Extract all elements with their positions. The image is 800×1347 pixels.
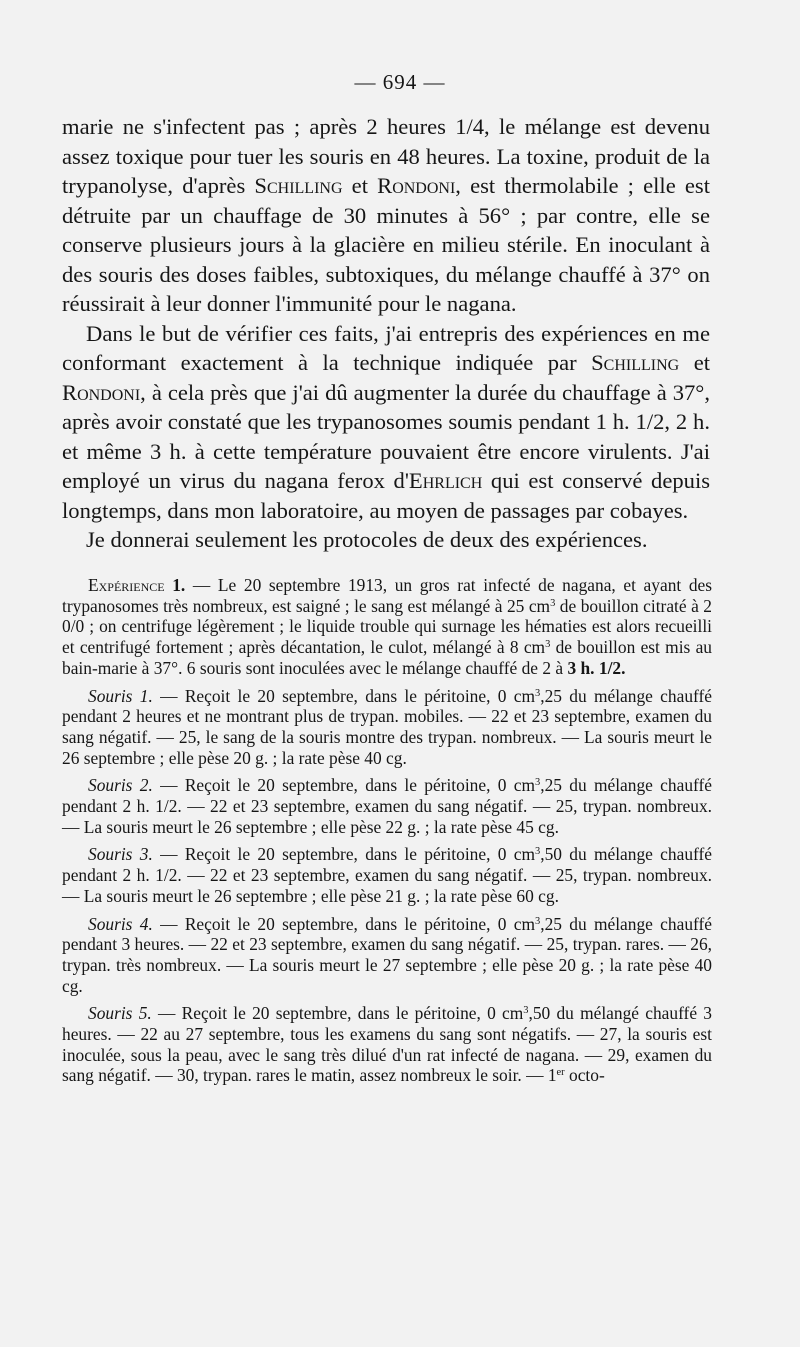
text-run: 3 (535, 777, 541, 789)
paragraph-1 (62, 112, 710, 319)
text-run: Ehrlich (408, 468, 483, 493)
paragraph-2 (62, 319, 710, 526)
text-run: ,25 du mélange chauffé pendant 2 h. 1/2. — 22 et 23 septembre, examen du sang négatif. — 25, trypan. nombreux. — La souris meurt le 26 septembre ; elle pèse 22 g. ; la rate pèse 45 cg. (62, 775, 713, 837)
text-run: Rondoni (62, 379, 141, 405)
text-run: , à cela près que j'ai dû augmenter la durée du chauffage à 37°, après avoir constaté que les trypanosomes soumis pendant 1 h. 1/2, 2 h. et même 3 h. à cette température pouvaient être encore virulents. J'ai employé un virus du nagana ferox d' (62, 379, 710, 493)
text-run: — Reçoit le 20 septembre, dans le péritoine, 0 cm (152, 685, 535, 706)
protocol-paragraph-3 (62, 775, 712, 837)
text-run: — Reçoit le 20 septembre, dans le péritoine, 0 cm (152, 913, 535, 934)
protocol-paragraph-2 (62, 686, 712, 769)
text-run: — Le 20 septembre 1913, un gros rat infecté de nagana, et ayant des trypanosomes très nombreux, est saigné ; le sang est mélangé à 25 cm (62, 575, 713, 616)
text-run: 3 (523, 1005, 529, 1017)
text-run: ,25 du mélange chauffé pendant 2 heures et ne montrant plus de trypan. mobiles. — 22 et 23 septembre, examen du sang négatif. — 25, le sang de la souris montre des trypan. nombreux. — La souris meurt le 26 septembre ; elle pèse 20 g. ; la rate pèse 40 cg. (62, 685, 713, 768)
text-run: 3 (535, 687, 541, 699)
text-run: de bouillon citraté à 2 0/0 ; on centrifuge légèrement ; le liquide trouble qui surnage les hématies est alors recueilli et centrifugé fortement ; après décantation, le culot, mélangé à 8 cm (62, 595, 713, 658)
text-run: er (556, 1067, 565, 1079)
text-run: 3 (535, 846, 541, 858)
text-run: — Reçoit le 20 septembre, dans le péritoine, 0 cm (152, 844, 535, 865)
text-run: marie ne s'infectent pas ; après 2 heures 1/4, le mélange est devenu assez toxique pour tuer les souris en 48 heures. La toxine, produit de la trypanolyse, d'après (62, 114, 710, 198)
text-run: et (679, 350, 710, 375)
text-run: ,25 du mélange chauffé pendant 3 heures. — 22 et 23 septembre, examen du sang négatif. — 25, trypan. rares. — 26, trypan. très nombreux. — La souris meurt le 27 septembre ; elle pèse 20 g. ; la rate pèse 40 cg. (62, 913, 713, 996)
text-run: Rondoni (377, 173, 456, 198)
text-run: de bouillon est mis au bain-marie à 37°. 6 souris sont inoculées avec le mélange chauffé de 2 à (62, 637, 713, 678)
text-run: Souris 1. (88, 685, 153, 706)
text-run: ,50 du mélange chauffé pendant 2 h. 1/2. — 22 et 23 septembre, examen du sang négatif. — 25, trypan. nombreux. — La souris meurt le 26 septembre ; elle pèse 21 g. ; la rate pèse 60 cg. (62, 844, 713, 906)
text-run: 1. (164, 575, 186, 595)
protocol-paragraph-5 (62, 914, 712, 997)
text-run: et (342, 173, 378, 198)
paragraph-3 (62, 525, 710, 555)
text-run: — Reçoit le 20 septembre, dans le péritoine, 0 cm (152, 775, 535, 796)
text-run: qui est conservé depuis longtemps, dans mon laboratoire, au moyen de passages par cobayes. (62, 468, 711, 523)
text-run: 3 (535, 915, 541, 927)
text-run: Souris 3. (88, 844, 153, 865)
text-run: ,50 du mélangé chauffé 3 heures. — 22 au 27 septembre, tous les examens du sang sont négatifs. — 27, la souris est inoculée, sous la peau, avec le sang très dilué d'un rat infecté de nagana. — 29, examen du sang négatif. — 30, trypan. rares le matin, assez nombreux le soir. — 1 (62, 1003, 713, 1086)
text-run: Expérience (88, 575, 165, 595)
text-run: Je donnerai seulement les protocoles de deux des expériences. (86, 527, 648, 552)
text-run: 3 (545, 638, 551, 650)
experiment-protocol (62, 575, 712, 1093)
page-number: — 694 — (354, 70, 446, 94)
text-run: Souris 4. (88, 913, 153, 934)
text-run: Schilling (254, 173, 343, 198)
text-run: Schilling (591, 350, 680, 375)
protocol-paragraph-6 (62, 1003, 712, 1086)
main-text (62, 112, 710, 555)
text-run: 3 h. 1/2. (567, 657, 626, 678)
text-run: octo- (564, 1065, 605, 1086)
text-run: Souris 2. (88, 775, 153, 796)
text-run: — Reçoit le 20 septembre, dans le péritoine, 0 cm (151, 1003, 524, 1024)
text-run: Dans le but de vérifier ces faits, j'ai entrepris des expériences en me conformant exactement à la technique indiquée par (62, 320, 710, 375)
text-run: Souris 5. (88, 1003, 152, 1024)
protocol-paragraph-1 (62, 575, 712, 679)
protocol-paragraph-4 (62, 844, 712, 906)
text-run: 3 (550, 597, 556, 609)
text-run: , est thermolabile ; elle est détruite par un chauffage de 30 minutes à 56° ; par contre, elle se conserve plusieurs jours à la glacière en milieu stérile. En inoculant à des souris des doses faibles, subtoxiques, du mélange chauffé à 37° on réussirait à leur donner l'immunité pour le nagana. (62, 173, 710, 316)
